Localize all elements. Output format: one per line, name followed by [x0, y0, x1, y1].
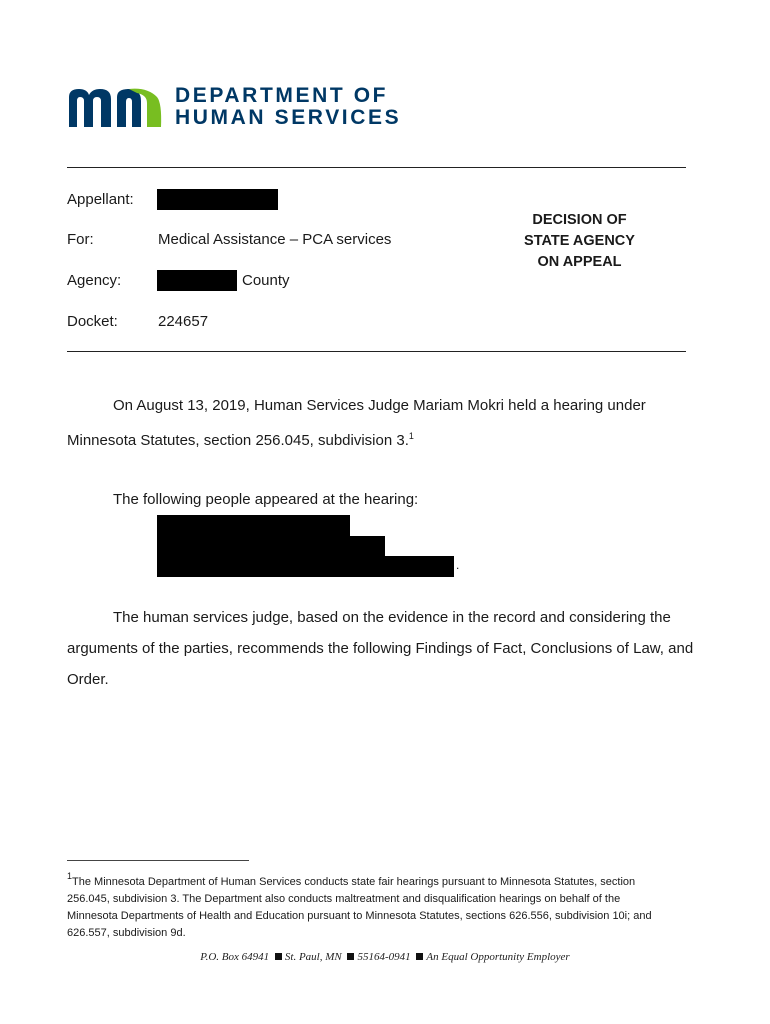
appellant-label: Appellant:	[67, 191, 134, 208]
attendee-redaction-2	[157, 536, 385, 556]
agency-county: County	[242, 272, 290, 289]
recommendation-paragraph: The human services judge, based on the evidence in the record and considering the arguments of the parties, recommends the following Findings of Fact, Conclusions of Law, and Order.	[67, 609, 694, 688]
agency-label: Agency:	[67, 272, 122, 289]
department-name: DEPARTMENT OF HUMAN SERVICES	[175, 84, 402, 129]
appearances-paragraph: The following people appeared at the hearing:	[113, 491, 419, 508]
top-rule	[67, 167, 686, 168]
attendee-redaction-1	[157, 515, 350, 536]
attendee-redaction-3	[157, 556, 454, 577]
footnote-rule	[67, 860, 249, 861]
docket-value: 224657	[158, 313, 209, 330]
agency-redaction	[157, 270, 237, 291]
square-bullet-icon	[416, 953, 423, 960]
footnote: $^1$The Minnesota Department of Human Services conducts state fair hearings pursuant to Minnesota Statutes, section 256.045, subdivision 3. The Department also conducts maltreatment and disqualification hearings on behalf of the Minnesota Departments of Health and Education pursuant to Minnesota Statutes, sections 626.556, subdivision 10i; and 626.557, subdivision 9d.	[67, 871, 652, 939]
page-footer: P.O. Box 64941 St. Paul, MN 55164-0941 An Equal Opportunity Employer	[200, 951, 570, 963]
square-bullet-icon	[347, 953, 354, 960]
square-bullet-icon	[275, 953, 282, 960]
decision-heading: DECISION OF STATE AGENCY ON APPEAL	[524, 212, 635, 270]
appellant-redaction	[157, 189, 278, 210]
hearing-paragraph: On August 13, 2019, Human Services Judge Mariam Mokri held a hearing under Minnesota Statutes, section 256.045, subdivision 3.$^1$	[67, 397, 646, 449]
footnote-ref: 1	[408, 431, 414, 441]
for-value: Medical Assistance – PCA services	[158, 231, 392, 248]
docket-label: Docket:	[67, 313, 118, 330]
for-label: For:	[67, 231, 94, 248]
bottom-rule	[67, 351, 686, 352]
mn-logo-icon	[67, 87, 163, 129]
dhs-logo	[67, 85, 412, 131]
attendee-period: .	[456, 558, 460, 572]
